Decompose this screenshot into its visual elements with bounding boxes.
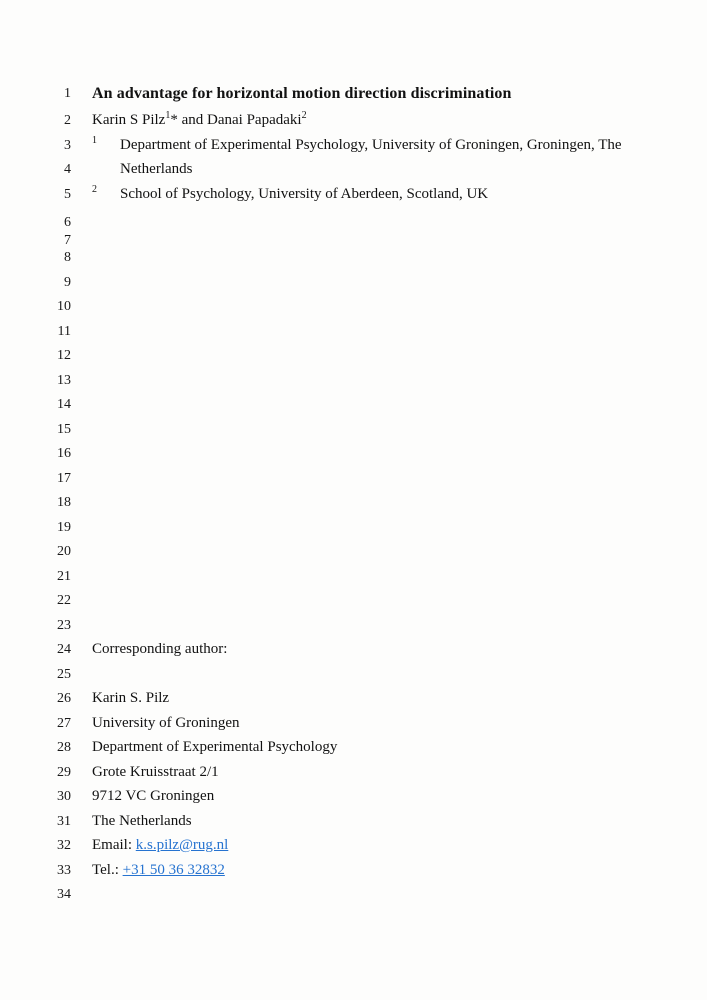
line-number: 14: [57, 397, 71, 412]
author-1: Karin S Pilz: [92, 112, 166, 128]
line-content: [92, 812, 192, 831]
line-number: 24: [57, 642, 71, 657]
line-number: 6: [64, 214, 71, 230]
manuscript-line-29: [0, 763, 707, 788]
paper-title: An advantage for horizontal motion direction discrimination: [92, 85, 512, 102]
line-number: 32: [57, 838, 71, 853]
manuscript-line-18: [0, 493, 707, 518]
line-content: [92, 738, 337, 757]
manuscript-line-33: [0, 861, 707, 886]
line-number: 21: [57, 568, 71, 584]
line-number: 26: [57, 691, 71, 706]
line-content: [92, 861, 225, 880]
manuscript-line-23: [0, 616, 707, 641]
manuscript-line-8: [0, 248, 707, 273]
line-number: 33: [57, 862, 71, 878]
manuscript-line-10: [0, 297, 707, 322]
manuscript-line-24: [0, 640, 707, 665]
line-number: 15: [57, 421, 71, 437]
affiliation-marker: 1: [92, 134, 97, 146]
line-number: 18: [57, 495, 71, 510]
line-number: 29: [57, 764, 71, 780]
line-number: 20: [57, 544, 71, 559]
line-content: [92, 787, 214, 806]
line-content: [92, 763, 219, 782]
line-number: 31: [57, 813, 71, 829]
manuscript-line-22: [0, 591, 707, 616]
line-content: [92, 714, 239, 733]
line-number: 4: [64, 162, 71, 177]
tel-label: Tel.:: [92, 861, 123, 878]
line-number: 7: [64, 232, 71, 248]
line-number: 1: [64, 86, 71, 101]
manuscript-line-7: [0, 231, 707, 248]
email-label: Email:: [92, 837, 136, 853]
line-number: 30: [57, 789, 71, 804]
line-content: [92, 689, 169, 708]
manuscript-line-32: [0, 836, 707, 861]
manuscript-line-3: [0, 136, 707, 161]
corresponding-author-postcode-city: 9712 VC Groningen: [92, 788, 215, 804]
manuscript-line-12: [0, 346, 707, 371]
line-number: 9: [64, 274, 71, 290]
affiliation-marker: 2: [92, 183, 97, 195]
line-content: [92, 640, 227, 659]
email-link[interactable]: k.s.pilz@rug.nl: [135, 837, 229, 853]
manuscript-line-11: [0, 322, 707, 347]
manuscript-line-21: [0, 567, 707, 592]
tel-link[interactable]: +31 50 36 32832: [122, 861, 225, 878]
manuscript-line-17: [0, 469, 707, 494]
line-content: [92, 836, 228, 855]
affiliation-2: School of Psychology, University of Aberdeen, Scotland, UK: [120, 185, 489, 202]
line-number: 10: [57, 299, 71, 314]
line-number: 22: [57, 593, 71, 608]
manuscript-line-14: [0, 395, 707, 420]
manuscript-line-5: [0, 185, 707, 213]
line-number: 16: [57, 446, 71, 461]
line-content: [92, 136, 622, 155]
manuscript-line-31: [0, 812, 707, 837]
corresponding-author-heading: Corresponding author:: [92, 641, 228, 657]
line-content: [92, 160, 192, 179]
line-number: 2: [64, 113, 71, 128]
corresponding-author-department: Department of Experimental Psychology: [92, 739, 338, 755]
manuscript-line-9: [0, 273, 707, 298]
line-number: 17: [57, 470, 71, 486]
line-number: 34: [57, 887, 71, 902]
corresponding-author-street: Grote Kruisstraat 2/1: [92, 763, 219, 780]
manuscript-line-1: [0, 84, 707, 111]
manuscript-line-20: [0, 542, 707, 567]
manuscript-line-6: [0, 213, 707, 231]
corresponding-author-university: University of Groningen: [92, 714, 240, 731]
manuscript-line-2: [0, 111, 707, 136]
line-content: [92, 84, 512, 104]
author-2-affiliation-mark: 2: [301, 110, 307, 121]
manuscript-line-15: [0, 420, 707, 445]
line-number: 13: [57, 372, 71, 388]
manuscript-line-16: [0, 444, 707, 469]
corresponding-author-mark: *: [170, 112, 178, 128]
manuscript-line-27: [0, 714, 707, 739]
corresponding-author-name: Karin S. Pilz: [92, 690, 170, 706]
line-number: 25: [57, 666, 71, 682]
manuscript-line-4: [0, 160, 707, 185]
manuscript-line-34: [0, 885, 707, 910]
manuscript-line-26: [0, 689, 707, 714]
line-number: 23: [57, 617, 71, 633]
line-number: 19: [57, 519, 71, 535]
line-number: 3: [64, 137, 71, 153]
line-number: 5: [64, 186, 71, 202]
line-number: 27: [57, 715, 71, 731]
affiliation-1-line-2: Netherlands: [120, 161, 193, 177]
manuscript-line-13: [0, 371, 707, 396]
line-number: 11: [57, 323, 71, 339]
manuscript-line-19: [0, 518, 707, 543]
line-number: 28: [57, 740, 71, 755]
line-content: [92, 111, 307, 130]
line-number: 12: [57, 348, 71, 363]
manuscript-line-28: [0, 738, 707, 763]
affiliation-1-line-1: Department of Experimental Psychology, University of Groningen, Groningen, The: [120, 136, 622, 153]
author-1-affiliation-mark: 1: [165, 110, 171, 121]
line-content: [92, 185, 488, 204]
line-list: [0, 84, 707, 910]
author-2: and Danai Papadaki: [177, 112, 302, 128]
manuscript-line-25: [0, 665, 707, 690]
manuscript-line-30: [0, 787, 707, 812]
corresponding-author-country: The Netherlands: [92, 812, 192, 829]
line-number: 8: [64, 249, 71, 265]
